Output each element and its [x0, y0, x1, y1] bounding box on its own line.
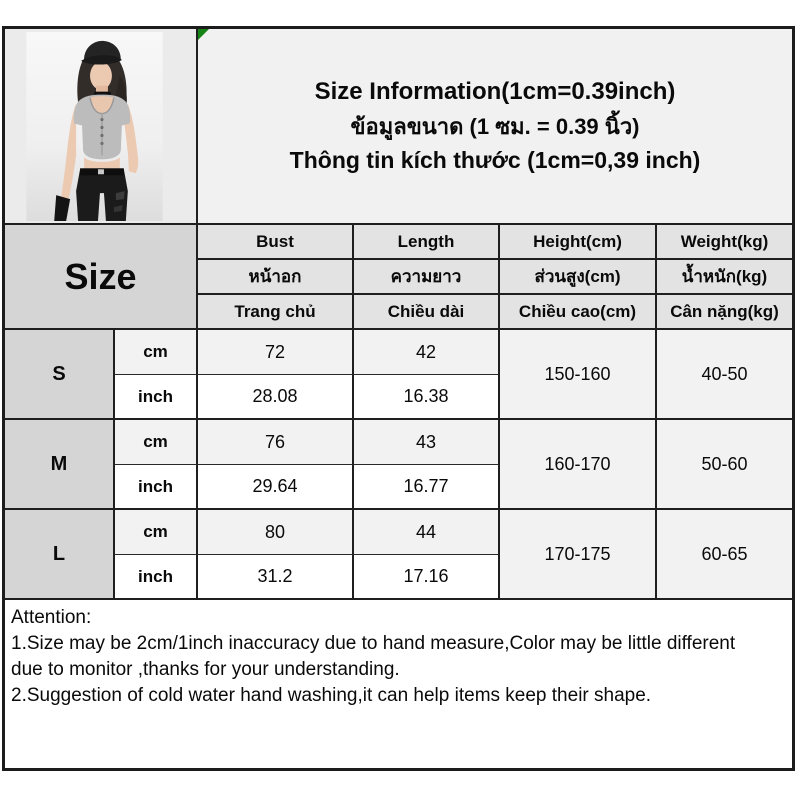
belt-buckle [98, 169, 104, 174]
s-weight-range: 40-50 [657, 330, 792, 420]
product-photo [26, 32, 163, 221]
product-photo-cell [5, 29, 198, 225]
header-weight-vi: Cân nặng(kg) [657, 295, 792, 330]
l-bust-inch: 31.2 [198, 555, 354, 600]
l-bust-cm: 80 [198, 510, 354, 555]
l-length-inch: 17.16 [354, 555, 500, 600]
button [100, 134, 103, 137]
m-bust-inch: 29.64 [198, 465, 354, 510]
row-size-s: S [5, 330, 115, 420]
s-bust-cm: 72 [198, 330, 354, 375]
page-title-th: ข้อมูลขนาด (1 ซม. = 0.39 นิ้ว) [350, 113, 640, 139]
unit-label-inch: inch [115, 465, 198, 510]
row-size-m: M [5, 420, 115, 510]
m-length-inch: 16.77 [354, 465, 500, 510]
unit-label-inch: inch [115, 375, 198, 420]
page-title-en: Size Information(1cm=0.39inch) [314, 78, 676, 106]
face [90, 62, 112, 90]
button [100, 118, 103, 121]
button [100, 126, 103, 129]
s-bust-inch: 28.08 [198, 375, 354, 420]
button [100, 142, 103, 145]
header-bust-th: หน้าอก [198, 260, 354, 295]
row-size-l: L [5, 510, 115, 600]
page-title-vi: Thông tin kích thước (1cm=0,39 inch) [289, 147, 701, 174]
unit-label-cm: cm [115, 420, 198, 465]
attention-heading: Attention: [11, 607, 92, 628]
l-weight-range: 60-65 [657, 510, 792, 600]
m-length-cm: 43 [354, 420, 500, 465]
header-length-en: Length [354, 225, 500, 260]
m-bust-cm: 76 [198, 420, 354, 465]
green-corner-marker [198, 29, 209, 40]
m-weight-range: 50-60 [657, 420, 792, 510]
s-length-cm: 42 [354, 330, 500, 375]
s-height-range: 150-160 [500, 330, 657, 420]
header-length-th: ความยาว [354, 260, 500, 295]
attention-line-2: due to monitor ,thanks for your understanding. [11, 659, 400, 680]
s-length-inch: 16.38 [354, 375, 500, 420]
m-height-range: 160-170 [500, 420, 657, 510]
l-height-range: 170-175 [500, 510, 657, 600]
attention-note [5, 600, 792, 768]
header-weight-th: น้ำหนัก(kg) [657, 260, 792, 295]
size-chart-sheet [2, 26, 795, 771]
l-length-cm: 44 [354, 510, 500, 555]
unit-label-cm: cm [115, 510, 198, 555]
header-weight-en: Weight(kg) [657, 225, 792, 260]
unit-label-inch: inch [115, 555, 198, 600]
header-height-en: Height(cm) [500, 225, 657, 260]
attention-line-3: 2.Suggestion of cold water hand washing,it can help items keep their shape. [11, 685, 652, 706]
header-bust-vi: Trang chủ [198, 295, 354, 330]
unit-label-cm: cm [115, 330, 198, 375]
header-bust-en: Bust [198, 225, 354, 260]
header-height-vi: Chiều cao(cm) [500, 295, 657, 330]
header-length-vi: Chiều dài [354, 295, 500, 330]
header-height-th: ส่วนสูง(cm) [500, 260, 657, 295]
attention-line-1: 1.Size may be 2cm/1inch inaccuracy due to hand measure,Color may be little different [11, 633, 736, 654]
size-corner-label: Size [5, 225, 198, 330]
title-block [198, 29, 792, 225]
